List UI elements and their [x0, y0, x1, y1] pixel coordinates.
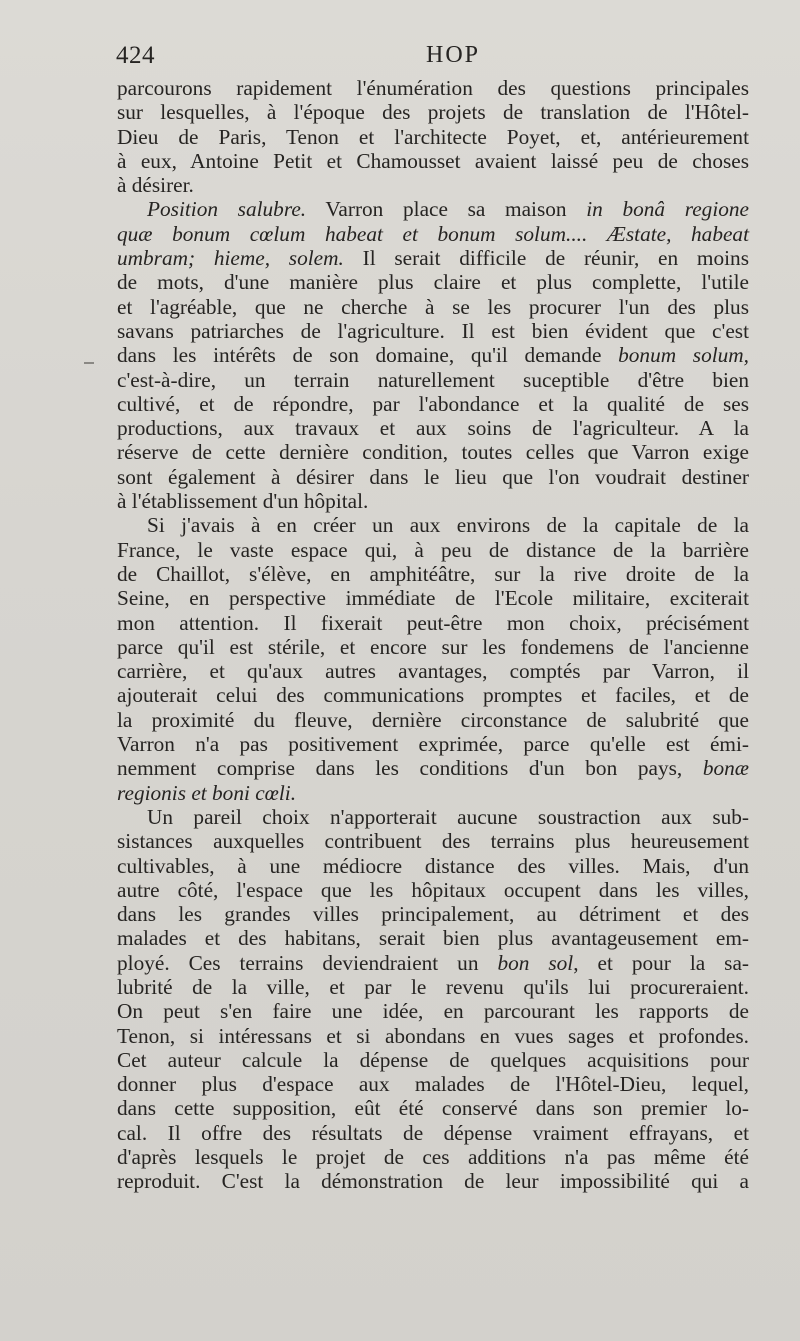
text-segment: à l'établissement d'un hôpital.	[117, 489, 369, 514]
text-line	[117, 295, 749, 319]
text-line	[117, 319, 749, 343]
text-line	[117, 392, 749, 416]
text-line	[117, 343, 749, 367]
text-segment: Dieu de Paris, Tenon et l'architecte Poyet, et, antérieurement	[117, 124, 749, 149]
body-text	[117, 76, 749, 1194]
italic-text: bonæ	[702, 756, 749, 781]
text-line	[117, 440, 749, 464]
text-line	[117, 999, 749, 1023]
text-segment: de mots, d'une manière plus claire et plus complette, l'utile	[117, 270, 749, 295]
text-segment: On peut s'en faire une idée, en parcourant les rapports de	[117, 999, 749, 1024]
text-line	[117, 756, 749, 780]
text-segment: Seine, en perspective immédiate de l'Ecole militaire, exciterait	[117, 586, 749, 611]
text-segment: cal. Il offre des résultats de dépense vraiment effrayans, et	[117, 1120, 749, 1145]
italic-text: umbram; hieme, solem.	[117, 246, 344, 271]
running-head: HOP	[425, 42, 480, 68]
text-segment: la proximité du fleuve, dernière circonstance de salubrité que	[117, 707, 749, 732]
text-segment: productions, aux travaux et aux soins de l'agriculteur. A la	[117, 416, 749, 441]
margin-mark	[84, 362, 94, 364]
text-segment: , et pour la sa-	[573, 950, 749, 975]
text-segment: Si j'avais à en créer un aux environs de la capitale de la	[147, 513, 749, 538]
text-line	[117, 197, 749, 221]
text-segment: sur lesquelles, à l'époque des projets de translation de l'Hôtel-	[117, 100, 749, 125]
italic-text: regionis et boni cœli.	[117, 780, 297, 805]
text-line	[117, 732, 749, 756]
text-line	[117, 805, 749, 829]
italic-text: bonum solum,	[618, 343, 749, 368]
text-segment: lubrité de la ville, et par le revenu qu'ils lui procureraient.	[117, 974, 749, 999]
text-line	[117, 100, 749, 124]
text-segment: dans cette supposition, eût été conservé dans son premier lo-	[117, 1096, 749, 1121]
text-segment: mon attention. Il fixerait peut-être mon choix, précisément	[117, 610, 749, 635]
text-line	[117, 586, 749, 610]
text-segment: d'après lesquels le projet de ces additions n'a pas même été	[117, 1145, 749, 1170]
text-segment: et l'agréable, que ne cherche à se les procurer l'un des plus	[117, 294, 749, 319]
italic-text: quæ bonum cœlum habeat et bonum solum.... Æstate, habeat	[117, 221, 749, 246]
page-header	[116, 42, 750, 76]
text-segment: sont également à désirer dans le lieu que l'on voudrait destiner	[117, 464, 749, 489]
text-segment: Un pareil choix n'apporterait aucune soustraction aux sub-	[147, 804, 749, 829]
text-segment: Cet auteur calcule la dépense de quelques acquisitions pour	[117, 1047, 749, 1072]
text-segment: reproduit. C'est la démonstration de leur impossibilité qui a	[117, 1169, 749, 1194]
text-segment: Varron place sa maison	[306, 197, 587, 222]
text-segment: cultivé, et de répondre, par l'abondance et la qualité de ses	[117, 391, 749, 416]
text-line	[117, 76, 749, 100]
text-line	[117, 125, 749, 149]
text-segment: Il serait difficile de réunir, en moins	[343, 246, 749, 271]
text-segment: malades et des habitans, serait bien plus avantageusement em-	[117, 926, 749, 951]
text-line	[117, 562, 749, 586]
text-line	[117, 1024, 749, 1048]
text-segment: sistances auxquelles contribuent des terrains plus heureusement	[117, 829, 749, 854]
text-line	[117, 368, 749, 392]
text-line	[117, 1121, 749, 1145]
text-segment: dans les grandes villes principalement, au détriment et des	[117, 902, 749, 927]
text-line	[117, 781, 749, 805]
text-segment: ajouterait celui des communications promptes et faciles, et de	[117, 683, 749, 708]
text-line	[117, 513, 749, 537]
text-line	[117, 708, 749, 732]
text-line	[117, 659, 749, 683]
text-line	[117, 489, 749, 513]
text-segment: ployé. Ces terrains deviendraient un	[117, 950, 498, 975]
text-line	[117, 1048, 749, 1072]
text-line	[117, 829, 749, 853]
text-line	[117, 222, 749, 246]
text-segment: savans patriarches de l'agriculture. Il est bien évident que c'est	[117, 318, 749, 343]
text-line	[117, 149, 749, 173]
text-line	[117, 1169, 749, 1193]
text-line	[117, 854, 749, 878]
text-line	[117, 173, 749, 197]
text-line	[117, 270, 749, 294]
text-line	[117, 1145, 749, 1169]
italic-text: Position salubre.	[147, 197, 307, 222]
text-line	[117, 975, 749, 999]
text-line	[117, 611, 749, 635]
text-line	[117, 683, 749, 707]
text-line	[117, 416, 749, 440]
text-line	[117, 538, 749, 562]
text-segment: nemment comprise dans les conditions d'un bon pays,	[117, 756, 703, 781]
text-segment: parce qu'il est stérile, et encore sur les fondemens de l'ancienne	[117, 634, 749, 659]
text-segment: donner plus d'espace aux malades de l'Hôtel-Dieu, lequel,	[117, 1072, 749, 1097]
text-line	[117, 902, 749, 926]
text-segment: Tenon, si intéressans et si abondans en vues sages et profondes.	[117, 1023, 749, 1048]
text-line	[117, 246, 749, 270]
text-segment: dans les intérêts de son domaine, qu'il demande	[117, 343, 619, 368]
text-line	[117, 1096, 749, 1120]
text-segment: autre côté, l'espace que les hôpitaux occupent dans les villes,	[117, 877, 749, 902]
text-line	[117, 635, 749, 659]
text-line	[117, 926, 749, 950]
text-segment: c'est-à-dire, un terrain naturellement suceptible d'être bien	[117, 367, 749, 392]
page-number: 424	[116, 42, 155, 69]
text-line	[117, 951, 749, 975]
text-segment: Varron n'a pas positivement exprimée, parce qu'elle est émi-	[117, 732, 749, 757]
text-segment: carrière, et qu'aux autres avantages, comptés par Varron, il	[117, 659, 749, 684]
text-segment: de Chaillot, s'élève, en amphitéâtre, sur la rive droite de la	[117, 561, 749, 586]
text-segment: réserve de cette dernière condition, toutes celles que Varron exige	[117, 440, 749, 465]
italic-text: in bonâ regione	[586, 197, 749, 222]
text-line	[117, 465, 749, 489]
text-segment: à désirer.	[117, 173, 194, 198]
text-segment: France, le vaste espace qui, à peu de distance de la barrière	[117, 537, 749, 562]
text-segment: parcourons rapidement l'énumération des questions principales	[117, 76, 749, 100]
text-segment: à eux, Antoine Petit et Chamousset avaient laissé peu de choses	[117, 148, 749, 173]
text-segment: cultivables, à une médiocre distance des villes. Mais, d'un	[117, 853, 749, 878]
text-line	[117, 878, 749, 902]
italic-text: bon sol	[497, 950, 574, 975]
text-line	[117, 1072, 749, 1096]
